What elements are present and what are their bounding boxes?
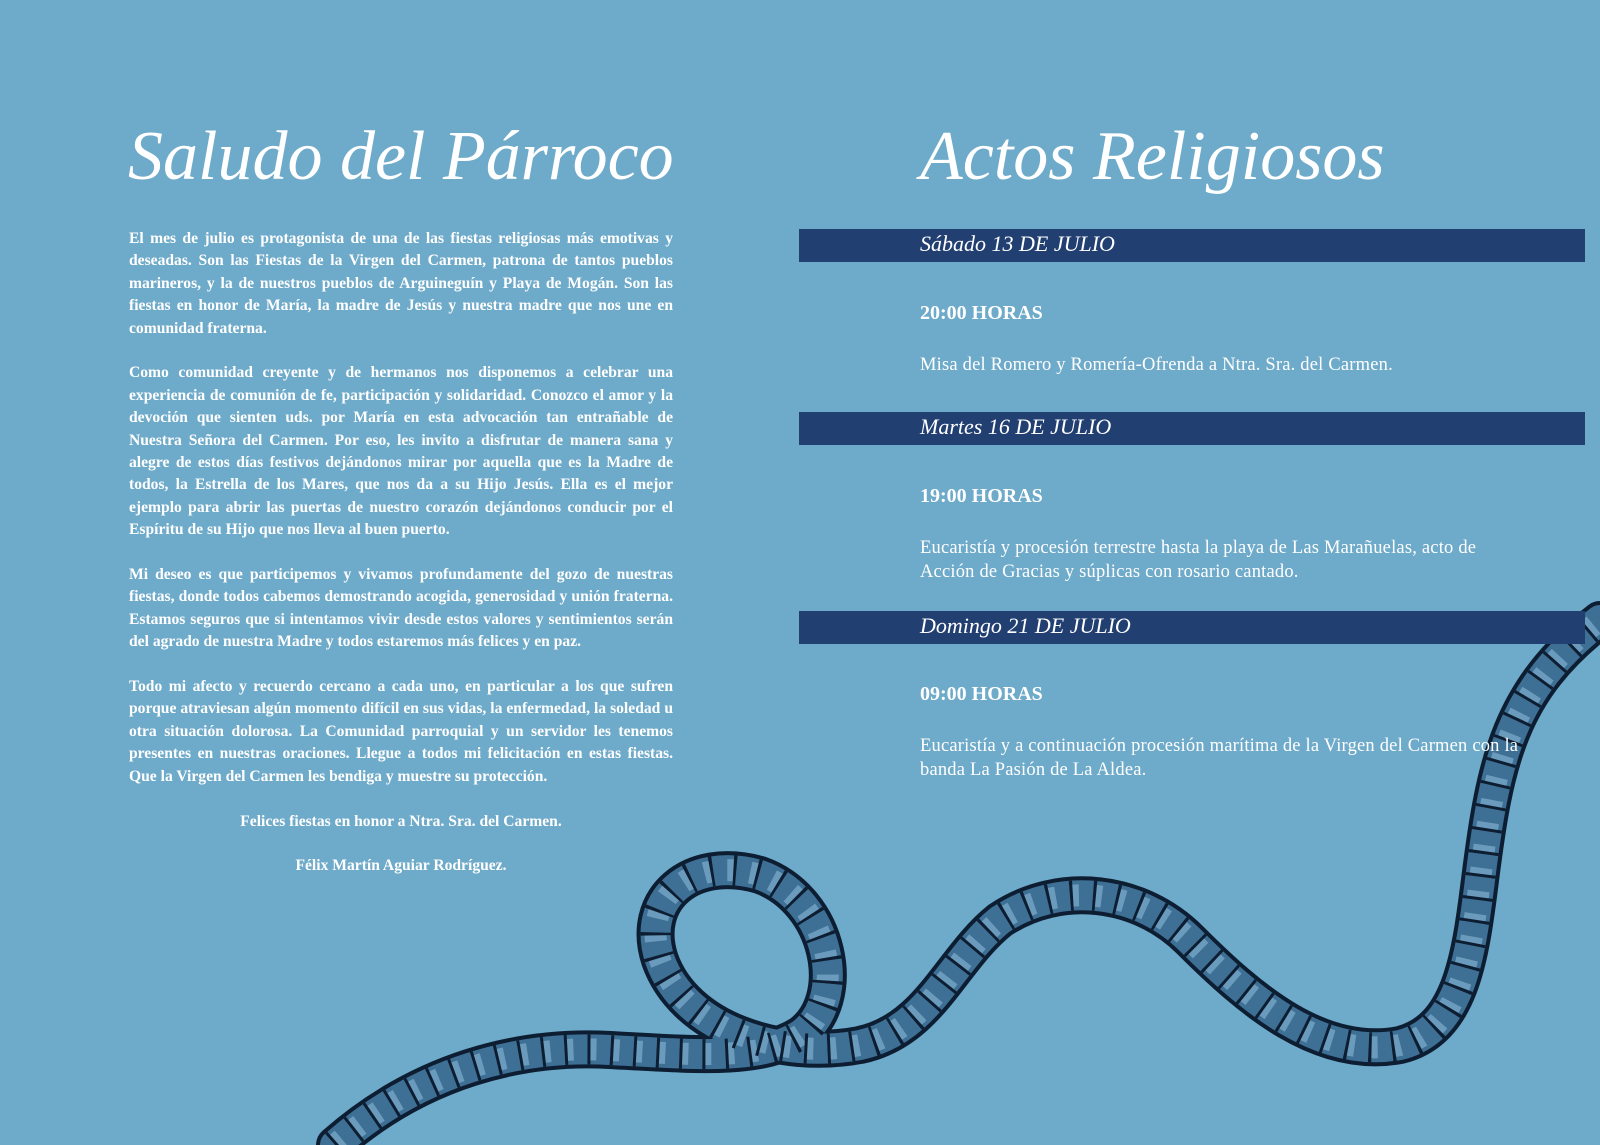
letter-paragraph: Todo mi afecto y recuerdo cercano a cada uno, en particular a los que sufren porque atraviesan algún momento difícil en sus vidas, la enfermedad, la soledad u otra situación dolorosa. La Comunidad parroquial y un servidor les tenemos presentes en nuestras oraciones. Llegue a todos mi felicitación en estas fiestas. Que la Virgen del Carmen les bendiga y muestre su protección. [129,678,673,785]
event-time: 20:00 HORAS [920,302,1043,324]
event-day-band [799,611,1585,644]
event-description: Misa del Romero y Romería-Ofrenda a Ntra. Sra. del Carmen. [920,355,1393,375]
event-description: Eucaristía y procesión terrestre hasta la playa de Las Marañuelas, acto de Acción de Gracias y súplicas con rosario cantado. [920,538,1477,582]
page-title-actos: Actos Religiosos [920,118,1385,195]
event-day-label: Sábado 13 DE JULIO [920,231,1115,256]
letter-paragraph: Como comunidad creyente y de hermanos nos disponemos a celebrar una experiencia de comunión de fe, participación y solidaridad. Conozco el amor y la devoción que sienten uds. por María en esta advocación tan entrañable de Nuestra Señora del Carmen. Por eso, les invito a disfrutar de manera sana y alegre de estos días festivos dejándonos mirar por aquella que es la Madre de todos, la Estrella de los Mares, que nos da a su Hijo Jesús. Ella es el mejor ejemplo para abrir las puertas de nuestro corazón dejándonos conducir por el Espíritu de su Hijo que nos lleva al buen puerto. [129,364,673,539]
event-day-band [799,229,1585,262]
letter-signature: Félix Martín Aguiar Rodríguez. [295,857,507,875]
event-day-label: Martes 16 DE JULIO [920,414,1112,439]
event-day-label: Domingo 21 DE JULIO [920,613,1131,638]
event-time: 09:00 HORAS [920,683,1043,705]
letter-paragraph: El mes de julio es protagonista de una de las fiestas religiosas más emotivas y deseadas. Son las Fiestas de la Virgen del Carmen, patrona de tantos pueblos marineros, y la de nuestros pueblos de Arguineguín y Playa de Mogán. Son las fiestas en honor de María, la madre de Jesús y nuestra madre que nos une en comunidad fraterna. [129,230,673,337]
page-title-saludo: Saludo del Párroco [128,118,674,195]
letter-closing: Felices fiestas en honor a Ntra. Sra. del Carmen. [240,812,562,830]
event-time: 19:00 HORAS [920,485,1043,507]
greeting-letter [129,228,673,878]
event-description: Eucaristía y a continuación procesión marítima de la Virgen del Carmen con la banda La Pasión de La Aldea. [920,736,1519,780]
event-day-band [799,412,1585,445]
letter-paragraph: Mi deseo es que participemos y vivamos profundamente del gozo de nuestras fiestas, donde todos cabemos demostrando acogida, generosidad y unión fraterna. Estamos seguros que si intentamos vivir desde estos valores y sentimientos serán del agrado de nuestra Madre y todos estaremos más felices y en paz. [129,566,673,651]
